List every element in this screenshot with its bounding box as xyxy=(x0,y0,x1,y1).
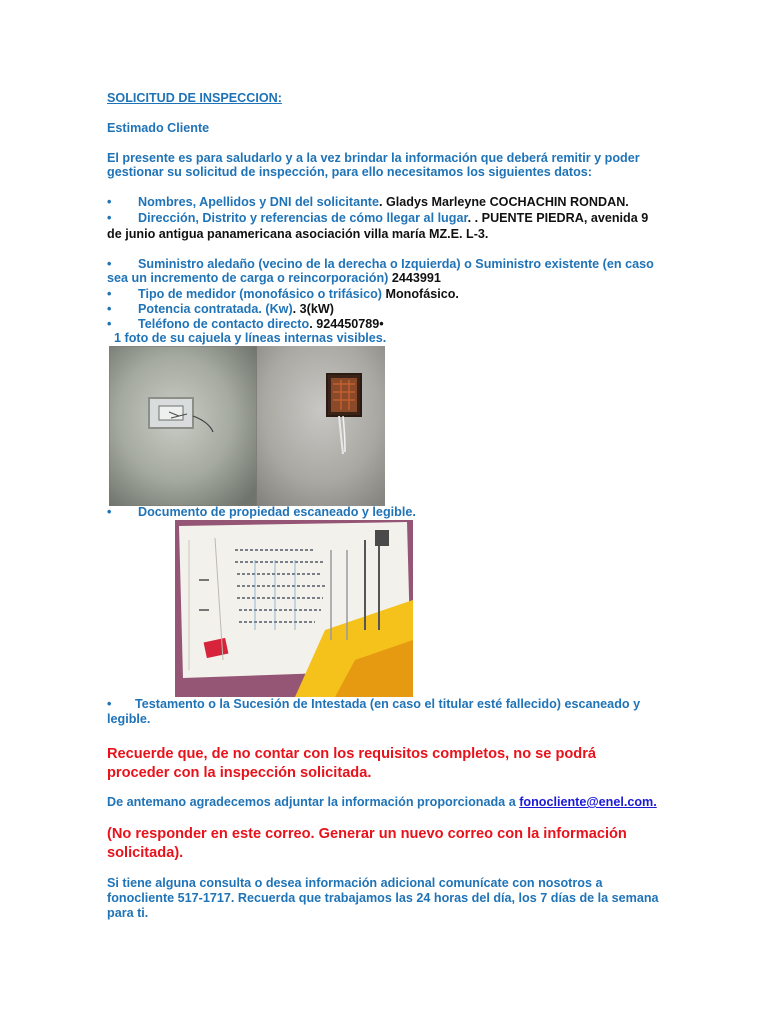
supply-continued xyxy=(107,271,441,286)
requirements-warning-line-1: Recuerde que, de no contar con los requisitos completos, no se podrá xyxy=(107,746,596,762)
list-item-names xyxy=(107,195,629,210)
property-label: Documento de propiedad escaneado y legible. xyxy=(138,505,416,519)
bullet-marker: • xyxy=(107,505,112,519)
address-label: Dirección, Distrito y referencias de cómo llegar al lugar xyxy=(138,211,468,225)
photo-requirement-label: 1 foto de su cajuela y líneas internas visibles. xyxy=(114,331,387,345)
supply-label: Suministro aledaño (vecino de la derecha o Izquierda) o Suministro existente (en caso xyxy=(138,257,654,271)
list-item-meter xyxy=(107,287,459,302)
bullet-marker: • xyxy=(107,287,112,301)
requirements-warning-line-2: proceder con la inspección solicitada. xyxy=(107,765,372,781)
thanks-message: De antemano agradecemos adjuntar la información proporcionada a xyxy=(107,795,520,809)
address-value: . . PUENTE PIEDRA, avenida 9 xyxy=(467,211,649,225)
supply-label-continued: sea un incremento de carga o reincorporación) xyxy=(107,271,389,285)
meter-box-photo-right xyxy=(257,346,385,506)
meter-label: Tipo de medidor (monofásico o trifásico) xyxy=(138,287,382,301)
meter-box-photo-left xyxy=(109,346,257,506)
power-label: Potencia contratada. (Kw) xyxy=(138,302,293,316)
intro-line-2: gestionar su solicitud de inspección, para ello necesitamos los siguientes datos: xyxy=(107,165,592,179)
phone-label: Teléfono de contacto directo xyxy=(138,317,310,331)
greeting: Estimado Cliente xyxy=(107,121,210,135)
contact-line-1: Si tiene alguna consulta o desea información adicional comunícate con nosotros a xyxy=(107,876,603,890)
names-value: . Gladys Marleyne COCHACHIN RONDAN. xyxy=(378,195,629,209)
bullet-marker: • xyxy=(107,195,112,209)
list-item-power xyxy=(107,302,334,317)
contact-line-3: para ti. xyxy=(107,906,149,920)
property-document-scan xyxy=(175,520,413,697)
phone-value: . 924450789• xyxy=(309,317,384,331)
testament-label-continued: legible. xyxy=(107,712,151,726)
address-value-continued: de junio antigua panamericana asociación villa maría MZ.E. L-3. xyxy=(107,227,489,241)
power-value: . 3(kW) xyxy=(292,302,334,316)
list-item-testament xyxy=(107,697,640,712)
photo-icon xyxy=(257,346,385,506)
photo-icon xyxy=(175,520,413,697)
no-reply-notice-line-1: (No responder en este correo. Generar un nuevo correo con la información xyxy=(107,826,627,842)
supply-value: 2443991 xyxy=(388,271,441,285)
email-link[interactable]: fonocliente@enel.com. xyxy=(519,795,657,809)
page-title: SOLICITUD DE INSPECCION: xyxy=(107,91,282,105)
thanks-text xyxy=(107,795,657,810)
list-item-address xyxy=(107,211,648,226)
names-label: Nombres, Apellidos y DNI del solicitante xyxy=(138,195,379,209)
photo-icon xyxy=(109,346,257,506)
no-reply-notice-line-2: solicitada). xyxy=(107,845,184,861)
bullet-marker: • xyxy=(107,317,112,331)
bullet-marker: • xyxy=(107,211,112,225)
list-item-supply xyxy=(107,257,654,272)
contact-line-2: fonocliente 517-1717. Recuerda que trabajamos las 24 horas del día, los 7 días de la semana xyxy=(107,891,659,905)
bullet-marker: • xyxy=(107,302,112,316)
bullet-marker: • xyxy=(107,697,112,711)
intro-line-1: El presente es para saludarlo y a la vez brindar la información que deberá remitir y poder xyxy=(107,151,640,165)
list-item-phone xyxy=(107,317,384,332)
meter-value: Monofásico. xyxy=(381,287,459,301)
testament-label: Testamento o la Sucesión de Intestada (en caso el titular esté fallecido) escaneado y xyxy=(135,697,641,711)
list-item-property-document xyxy=(107,505,416,520)
bullet-marker: • xyxy=(107,257,112,271)
